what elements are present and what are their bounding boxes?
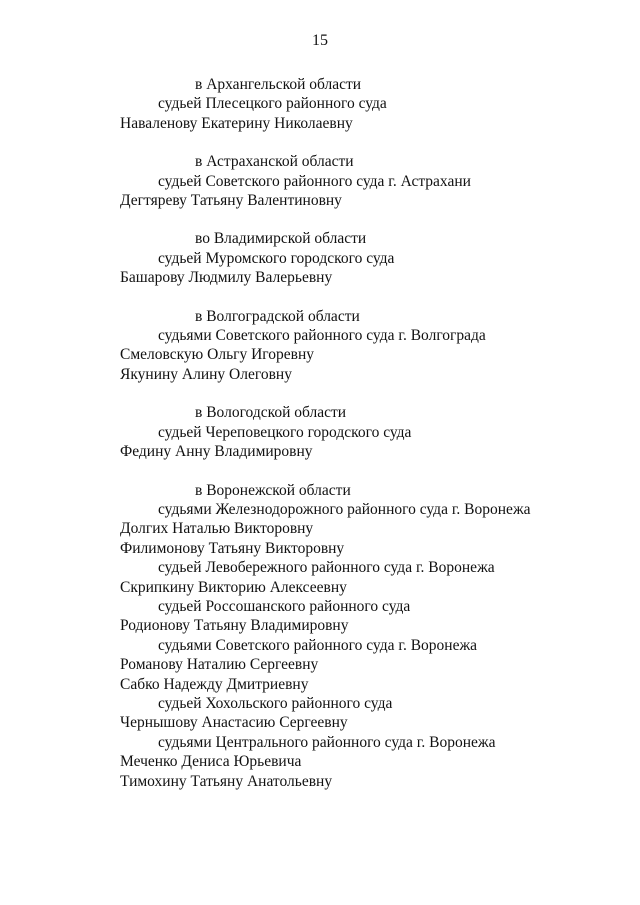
court-line: судьями Центрального районного суда г. Воронежа <box>158 733 496 751</box>
region-section-vladimir <box>120 229 620 287</box>
region-heading: в Архангельской области <box>195 76 362 93</box>
court-line: судьями Советского районного суда г. Воронежа <box>158 636 478 654</box>
court-line: судьей Плесецкого районного суда <box>158 95 387 113</box>
region-heading: в Астраханской области <box>195 153 354 171</box>
region-section-astrakhan <box>120 152 620 210</box>
region-section-arkhangelsk <box>120 75 620 133</box>
region-section-vologda <box>120 403 620 461</box>
court-line: судьей Муромского городского суда <box>158 249 395 267</box>
court-line: судьей Советского районного суда г. Астрахани <box>158 172 471 190</box>
page-number: 15 <box>312 32 328 49</box>
region-heading: во Владимирской области <box>195 230 367 248</box>
judge-name: Смеловскую Ольгу Игоревну <box>120 346 315 364</box>
court-line: судьей Россошанского районного суда <box>158 597 411 615</box>
court-line: судьей Череповецкого городского суда <box>158 423 412 441</box>
judge-name: Башарову Людмилу Валерьевну <box>120 269 333 287</box>
region-section-volgograd <box>120 307 620 385</box>
judge-name: Филимонову Татьяну Викторовну <box>120 539 345 557</box>
region-heading: в Вологодской области <box>195 404 347 422</box>
region-section-voronezh <box>120 481 620 792</box>
judge-name: Долгих Наталью Викторовну <box>120 520 314 538</box>
judge-name: Дегтяреву Татьяну Валентиновну <box>120 192 342 210</box>
judge-name: Наваленову Екатерину Николаевну <box>120 114 353 132</box>
region-heading: в Воронежской области <box>195 481 351 499</box>
court-line: судьями Железнодорожного районного суда г. Воронежа <box>158 500 531 518</box>
court-line: судьей Хохольского районного суда <box>158 694 393 712</box>
judge-name: Родионову Татьяну Владимировну <box>120 617 349 635</box>
judge-name: Федину Анну Владимировну <box>120 443 313 461</box>
judge-name: Чернышову Анастасию Сергеевну <box>120 714 348 732</box>
judge-name: Романову Наталию Сергеевну <box>120 656 319 674</box>
region-heading: в Волгоградской области <box>195 307 360 325</box>
court-line: судьей Левобережного районного суда г. Воронежа <box>158 559 495 577</box>
judge-name: Скрипкину Викторию Алексеевну <box>120 578 347 596</box>
judge-name: Якунину Алину Олеговну <box>120 365 292 383</box>
judge-name: Меченко Дениса Юрьевича <box>120 753 302 771</box>
appointment-list <box>120 75 620 810</box>
judge-name: Сабко Надежду Дмитриевну <box>120 675 309 693</box>
judge-name: Тимохину Татьяну Анатольевну <box>120 772 333 790</box>
court-line: судьями Советского районного суда г. Волгограда <box>158 327 486 345</box>
